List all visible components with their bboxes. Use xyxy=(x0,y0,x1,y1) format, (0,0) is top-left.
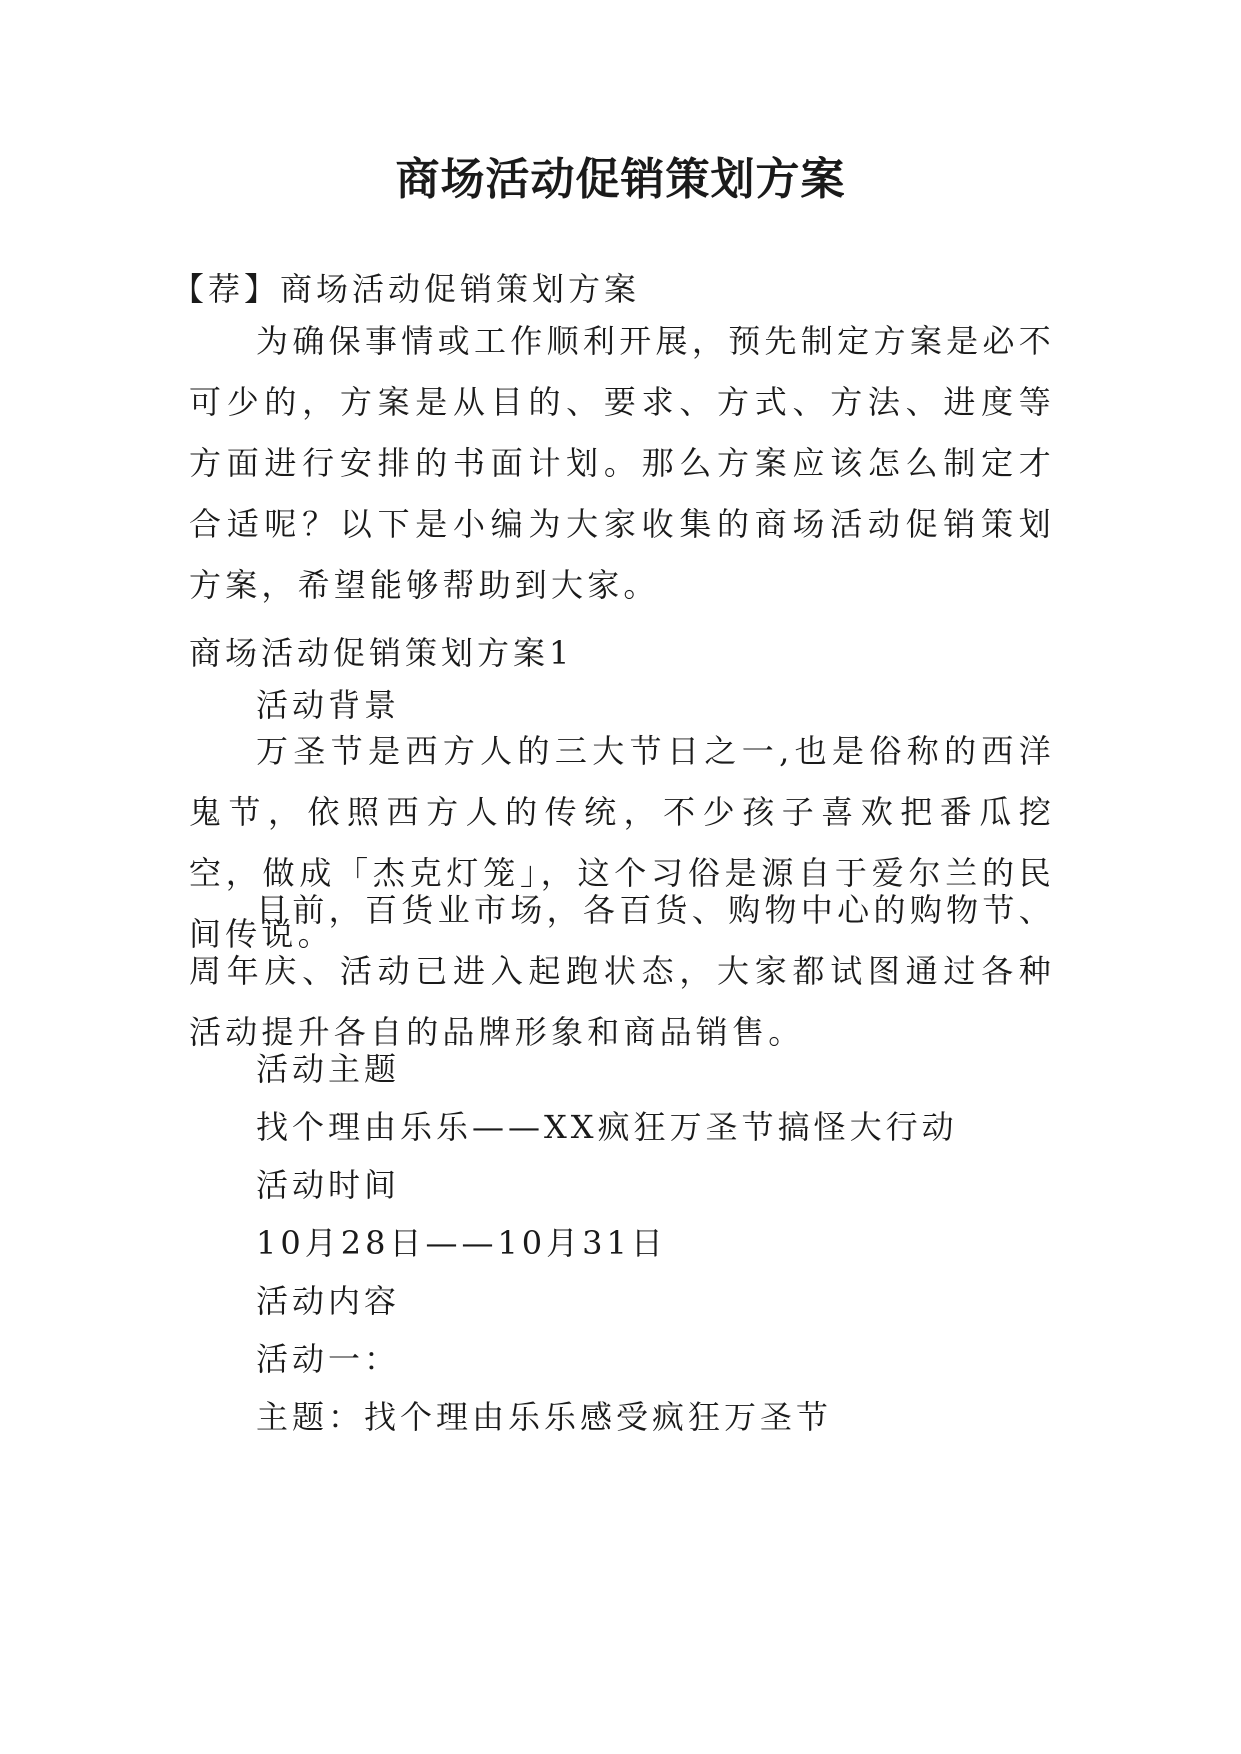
theme-text: 找个理由乐乐——XX疯狂万圣节搞怪大行动 xyxy=(256,1108,958,1146)
recommend-line: 【荐】商场活动促销策划方案 xyxy=(172,270,641,308)
document-title: 商场活动促销策划方案 xyxy=(395,154,846,205)
background-paragraph-1: 万圣节是西方人的三大节日之一,也是俗称的西洋鬼节，依照西方人的传统，不少孩子喜欢把番瓜挖空，做成「杰克灯笼」，这个习俗是源自于爱尔兰的民间传说。 xyxy=(189,732,1055,953)
background-heading: 活动背景 xyxy=(256,686,401,724)
time-heading: 活动时间 xyxy=(256,1166,401,1204)
content-heading: 活动内容 xyxy=(256,1282,401,1320)
activity-one-label: 活动一： xyxy=(256,1340,401,1378)
theme-heading: 活动主题 xyxy=(256,1050,401,1088)
section-heading: 商场活动促销策划方案1 xyxy=(189,634,574,672)
activity-one-theme: 主题：找个理由乐乐感受疯狂万圣节 xyxy=(256,1398,833,1436)
time-text: 10月28日——10月31日 xyxy=(256,1224,667,1262)
background-paragraph-2: 目前，百货业市场，各百货、购物中心的购物节、周年庆、活动已进入起跑状态，大家都试图通过各种活动提升各自的品牌形象和商品销售。 xyxy=(189,891,1055,1051)
intro-paragraph: 为确保事情或工作顺利开展，预先制定方案是必不可少的，方案是从目的、要求、方式、方法、进度等方面进行安排的书面计划。那么方案应该怎么制定才合适呢？以下是小编为大家收集的商场活动促销策划方案，希望能够帮助到大家。 xyxy=(189,322,1055,604)
